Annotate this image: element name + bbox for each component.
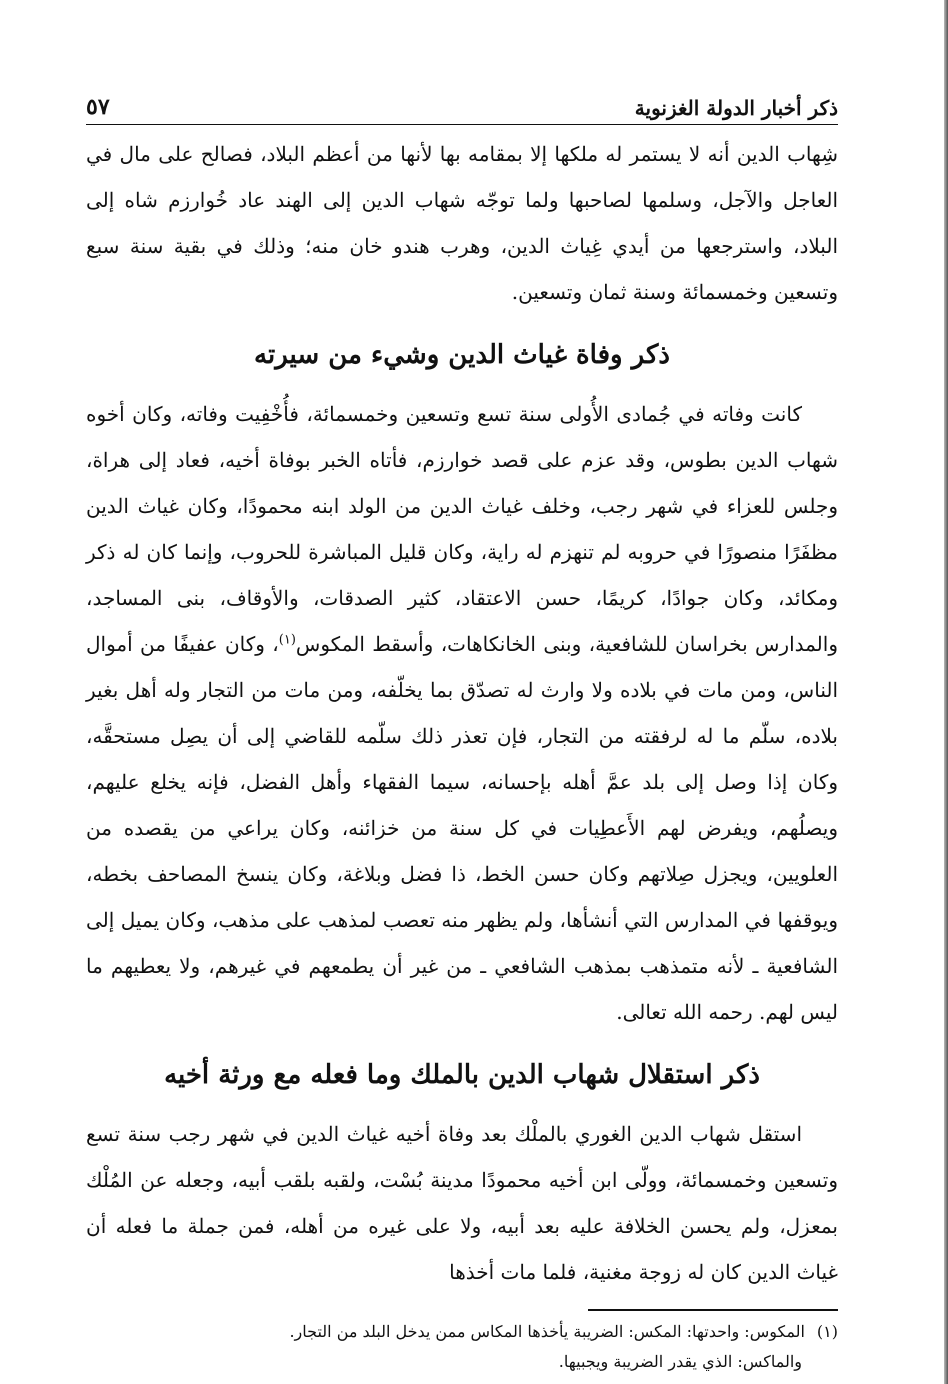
page-number: ٥٧ [86, 94, 110, 120]
book-page [86, 80, 838, 1377]
intro-paragraph: شِهاب الدين أنه لا يستمر له ملكها إلا بمقامه بها لأنها من أعظم البلاد، فصالح على مال في العاجل والآجل، وسلمها لصاحبها ولما توجّه شهاب الدين إلى الهند عاد خُوارزم شاه إلى البلاد، واسترجعها من أيدي غِياث الدين، وهرب هندو خان منه؛ وذلك في بقية سنة سبع وتسعين وخمسمائة وسنة ثمان وتسعين. [86, 142, 838, 304]
running-header [86, 80, 838, 125]
footnote-line-2: والماكس: الذي يقدر الضريبة ويجبيها. [558, 1352, 802, 1371]
section1-paragraph [86, 391, 838, 1035]
section-heading-death-of-ghiyath: ذكر وفاة غياث الدين وشيء من سيرته [254, 340, 670, 370]
running-header-title: ذكر أخبار الدولة الغزنوية [634, 96, 838, 120]
footnote-divider [588, 1309, 838, 1311]
section2-paragraph: استقل شهاب الدين الغوري بالملْك بعد وفاة أخيه غياث الدين في شهر رجب سنة تسع وتسعين وخمسمائة، وولّى ابن أخيه محمودًا مدينة بُسْت، ولقبه بلقب أبيه، وجعله عن المُلْك بمعزل، ولم يحسن الخلافة عليه بعد أبيه، ولا على غيره من أهله، فمن جملة ما فعله أن غياث الدين كان له زوجة مغنية، فلما مات أخذها [86, 1122, 838, 1284]
section1-text-part1: كانت وفاته في جُمادى الأُولى سنة تسع وتسعين وخمسمائة، فأُخْفِيت وفاته، وكان أخوه شهاب الدين بطوس، وقد عزم على قصد خوارزم، فأتاه الخبر بوفاة أخيه، فعاد إلى هراة، وجلس للعزاء في شهر رجب، وخلف غياث الدين من الولد ابنه محمودًا، وكان غياث الدين مظفَرًا منصورًا في حروبه لم تنهزم له راية، وكان قليل المباشرة للحروب، وإنما كان له ذكر ومكائد، وكان جوادًا، كريمًا، حسن الاعتقاد، كثير الصدقات، والأوقاف، بنى المساجد، والمدارس بخراسان للشافعية، وبنى الخانكاهات، وأسقط المكوس [86, 402, 838, 656]
footnote-1 [86, 1317, 838, 1347]
section1-text-part2: ، وكان عفيفًا من أموال الناس، ومن مات في بلاده ولا وارث له تصدّق بما يخلّفه، ومن مات من التجار وله أهل بغير بلاده، سلّم ما له لرفقته من التجار، فإن تعذر ذلك سلّمه للقاضي إلى أن يصِل مستحقَّه، وكان إذا وصل إلى بلد عمَّ أهله بإحسانه، سيما الفقهاء وأهل الفضل، فإنه يخلع عليهم، ويصلُهم، ويفرض لهم الأَعطِيات في كل سنة من خزائنه، وكان يراعي من يقصده من العلويين، ويجزل صِلاتهم وكان حسن الخط، ذا فضل وبلاغة، وكان ينسخ المصاحف بخطه، ويوقفها في المدارس التي أنشأها، ولم يظهر منه تعصب لمذهب على مذهب، وكان يميل إلى الشافعية ـ لأنه متمذهب بمذهب الشافعي ـ من غير أن يطمعهم في غيرهم، ولا يعطيهم ما ليس لهم. رحمه الله تعالى. [86, 632, 839, 1024]
footnote-line-1: المكوس: واحدتها: المكس: الضريبة يأخذها المكاس ممن يدخل البلد من التجار. [289, 1322, 805, 1341]
footnote-marker[interactable]: (١) [278, 632, 296, 648]
section-heading-independence-of-shihab: ذكر استقلال شهاب الدين بالملك وما فعله مع ورثة أخيه [164, 1060, 760, 1090]
footnote-number: (١) [816, 1322, 838, 1341]
page-edge-shadow [944, 0, 948, 1384]
